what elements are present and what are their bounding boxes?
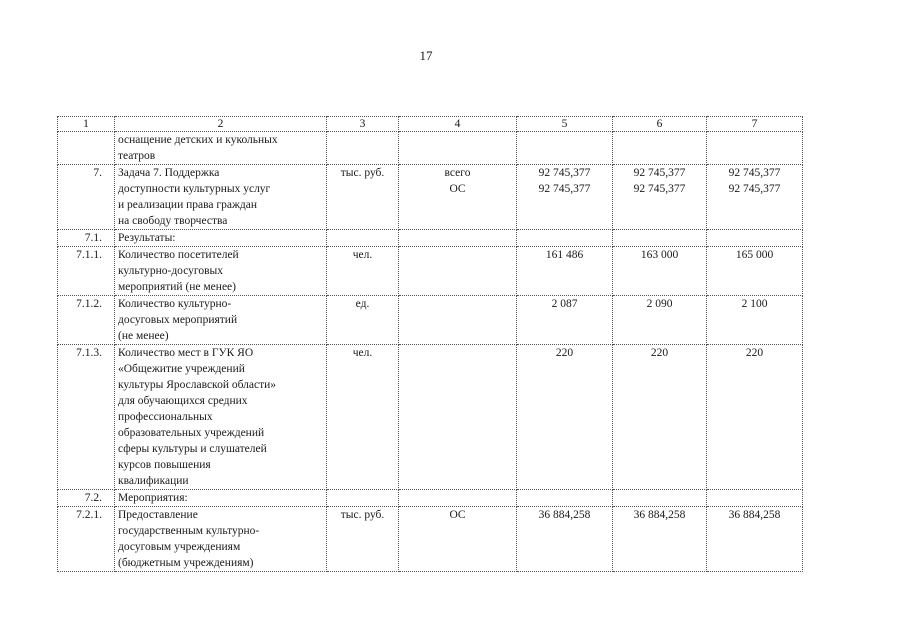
row-source	[399, 507, 517, 572]
row-value-7	[707, 507, 803, 572]
row-value-5-line: 36 884,258	[538, 509, 591, 521]
row-unit: тыс. руб.	[327, 507, 399, 572]
row-number: 7.1.2.	[58, 296, 115, 345]
row-number: 7.1.1.	[58, 247, 115, 296]
row-source	[399, 230, 517, 247]
row-name-line: Предоставление	[118, 509, 198, 521]
row-value-7-line: 92 745,377	[728, 183, 781, 195]
row-unit	[327, 230, 399, 247]
row-number: 7.	[58, 165, 115, 230]
row-name-line: театров	[118, 150, 156, 162]
row-value-6	[613, 296, 707, 345]
row-source-line: ОС	[449, 183, 466, 195]
row-value-6-line: 36 884,258	[633, 509, 686, 521]
row-source	[399, 132, 517, 165]
row-source	[399, 296, 517, 345]
table-row	[58, 490, 803, 507]
row-name-line: для обучающихся средних	[118, 395, 248, 407]
budget-table	[57, 116, 803, 572]
row-value-7-line: 2 100	[741, 298, 768, 310]
row-name-line: Количество мест в ГУК ЯО	[118, 347, 254, 359]
row-value-7-line: 36 884,258	[728, 509, 781, 521]
row-value-5	[517, 490, 613, 507]
row-unit: тыс. руб.	[327, 165, 399, 230]
row-name-line: государственным культурно-	[118, 525, 260, 537]
row-value-6	[613, 490, 707, 507]
row-name-line: (бюджетным учреждениям)	[118, 557, 254, 569]
row-unit	[327, 132, 399, 165]
row-name-line: доступности культурных услуг	[118, 183, 271, 195]
row-name-line: культуры Ярославской области»	[118, 379, 277, 391]
row-value-6	[613, 165, 707, 230]
row-value-5-line: 92 745,377	[538, 183, 591, 195]
row-value-5	[517, 247, 613, 296]
row-value-7	[707, 230, 803, 247]
row-number	[58, 132, 115, 165]
row-source-line: всего	[444, 167, 471, 179]
header-cell-1: 1	[58, 117, 115, 132]
table-row	[58, 230, 803, 247]
row-name-line: профессиональных	[118, 411, 213, 423]
row-value-5	[517, 345, 613, 490]
table-row	[58, 296, 803, 345]
row-value-6-line: 220	[650, 347, 669, 359]
table-body	[58, 117, 803, 572]
row-value-5-line: 92 745,377	[538, 167, 591, 179]
row-name	[115, 165, 327, 230]
row-name-line: (не менее)	[118, 330, 169, 342]
row-source	[399, 345, 517, 490]
row-name-line: курсов повышения	[118, 459, 211, 471]
row-value-6	[613, 507, 707, 572]
row-name-line: оснащение детских и кукольных	[118, 134, 278, 146]
row-value-6	[613, 132, 707, 165]
header-cell-4: 4	[399, 117, 517, 132]
row-name	[115, 490, 327, 507]
header-row	[58, 117, 803, 132]
row-source-line: ОС	[449, 509, 466, 521]
row-value-6-line: 92 745,377	[633, 167, 686, 179]
row-name-line: образовательных учреждений	[118, 427, 265, 439]
header-cell-2: 2	[115, 117, 327, 132]
row-value-6-line: 92 745,377	[633, 183, 686, 195]
row-unit	[327, 490, 399, 507]
row-value-5	[517, 132, 613, 165]
row-name-line: Результаты:	[118, 232, 176, 244]
row-value-7	[707, 132, 803, 165]
row-value-7	[707, 296, 803, 345]
table-row	[58, 247, 803, 296]
row-value-5-line: 220	[555, 347, 574, 359]
row-value-5	[517, 296, 613, 345]
row-name-line: мероприятий (не менее)	[118, 281, 236, 293]
row-number: 7.2.1.	[58, 507, 115, 572]
row-value-5	[517, 230, 613, 247]
row-source	[399, 490, 517, 507]
row-number: 7.1.	[58, 230, 115, 247]
row-value-7	[707, 165, 803, 230]
row-value-7-line: 165 000	[735, 249, 774, 261]
row-name	[115, 230, 327, 247]
page-number: 17	[419, 48, 433, 63]
header-cell-7: 7	[707, 117, 803, 132]
row-value-7	[707, 345, 803, 490]
row-unit: чел.	[327, 247, 399, 296]
row-number: 7.2.	[58, 490, 115, 507]
row-value-5	[517, 165, 613, 230]
row-value-6	[613, 230, 707, 247]
row-value-6	[613, 247, 707, 296]
header-cell-6: 6	[613, 117, 707, 132]
row-value-5-line: 2 087	[551, 298, 578, 310]
row-name	[115, 507, 327, 572]
table-row	[58, 165, 803, 230]
row-source	[399, 247, 517, 296]
row-number: 7.1.3.	[58, 345, 115, 490]
row-name-line: Задача 7. Поддержка	[118, 167, 220, 179]
row-name-line: досуговым учреждениям	[118, 541, 241, 553]
table-row	[58, 132, 803, 165]
row-value-5	[517, 507, 613, 572]
row-name-line: Мероприятия:	[118, 492, 188, 504]
row-name-line: Количество посетителей	[118, 249, 239, 261]
row-value-7-line: 92 745,377	[728, 167, 781, 179]
row-name-line: и реализации права граждан	[118, 199, 257, 211]
row-name-line: квалификации	[118, 475, 189, 487]
row-unit: ед.	[327, 296, 399, 345]
row-value-6-line: 2 090	[646, 298, 673, 310]
row-value-5-line: 161 486	[545, 249, 584, 261]
row-name	[115, 296, 327, 345]
table-row	[58, 345, 803, 490]
row-name-line: Количество культурно-	[118, 298, 232, 310]
row-unit: чел.	[327, 345, 399, 490]
row-value-6	[613, 345, 707, 490]
row-value-6-line: 163 000	[640, 249, 679, 261]
row-name-line: культурно-досуговых	[118, 265, 223, 277]
row-name-line: на свободу творчества	[118, 215, 228, 227]
header-cell-5: 5	[517, 117, 613, 132]
row-source	[399, 165, 517, 230]
table-row	[58, 507, 803, 572]
row-value-7-line: 220	[745, 347, 764, 359]
row-name-line: досуговых мероприятий	[118, 314, 238, 326]
header-cell-3: 3	[327, 117, 399, 132]
row-value-7	[707, 247, 803, 296]
row-name	[115, 247, 327, 296]
row-value-7	[707, 490, 803, 507]
row-name	[115, 132, 327, 165]
row-name-line: сферы культуры и слушателей	[118, 443, 267, 455]
row-name-line: «Общежитие учреждений	[118, 363, 245, 375]
row-name	[115, 345, 327, 490]
